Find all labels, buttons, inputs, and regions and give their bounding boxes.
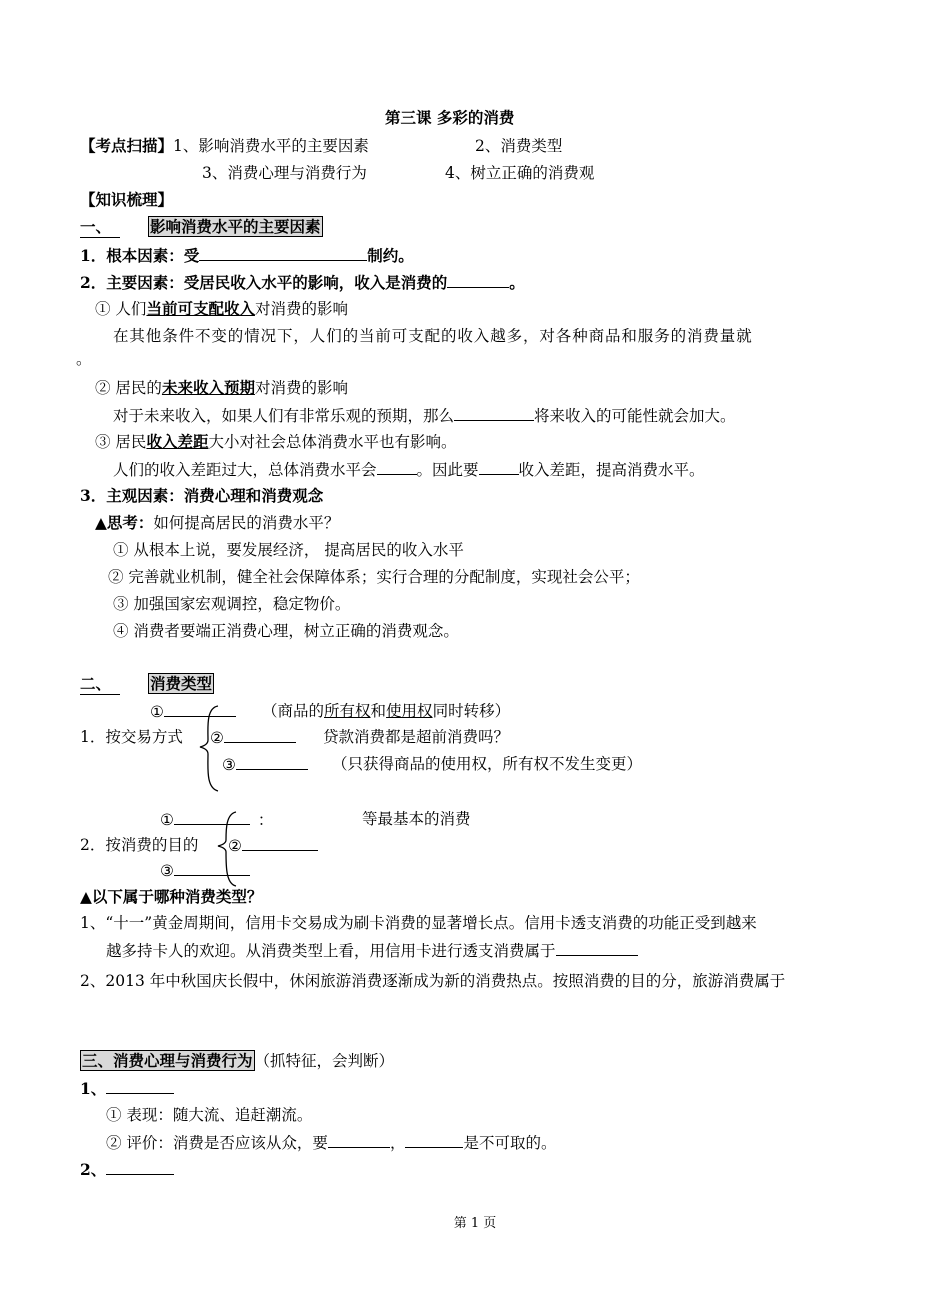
trade-type-2-note: 贷款消费都是超前消费吗？: [323, 728, 510, 746]
future-income-text: [113, 405, 736, 426]
item-number: 1、: [80, 1079, 107, 1098]
fill-blank[interactable]: [447, 272, 509, 288]
section-1-number: 一、: [80, 217, 120, 238]
text: 。因此要: [416, 461, 479, 479]
section-2-heading: [80, 674, 214, 695]
fill-blank[interactable]: [454, 405, 534, 421]
trade-type-3: [222, 754, 308, 775]
text: 越多持卡人的欢迎。从消费类型上看，用信用卡进行透支消费属于: [106, 942, 556, 960]
answer-4: ④ 消费者要端正消费心理，树立正确的消费观念。: [113, 622, 459, 640]
psychology-item-1-b: [106, 1132, 556, 1153]
current-income-heading: [95, 299, 348, 319]
question-1-line-2: [106, 940, 638, 961]
section-3-title: 三、消费心理与消费行为: [82, 1051, 253, 1070]
fill-blank[interactable]: [106, 1159, 174, 1175]
marker: ①: [160, 811, 174, 829]
page-title: 第三课 多彩的消费: [385, 108, 515, 127]
marker: ③: [160, 862, 174, 880]
root-factor-line: [80, 245, 414, 266]
text: ① 人们: [95, 300, 147, 318]
future-income-heading: [95, 378, 348, 398]
by-purpose-label: 2．按消费的目的: [80, 836, 199, 854]
trade-type-3-note: （只获得商品的使用权，所有权不发生变更）: [332, 755, 643, 773]
purpose-brace: [214, 810, 244, 890]
root-factor-tail: 制约。: [367, 246, 414, 265]
answer-2: ② 完善就业机制，健全社会保障体系；实行合理的分配制度，实现社会公平；: [108, 568, 640, 586]
section-2-title: 消费类型: [150, 674, 213, 693]
knowledge-review-label: 【知识梳理】: [80, 190, 174, 209]
text: ，: [389, 1134, 406, 1152]
colon: ：: [257, 811, 274, 829]
consumption-type-question: ▲以下属于哪种消费类型？: [80, 887, 263, 906]
income-gap-heading: [95, 432, 456, 452]
think-label: ▲思考：: [95, 513, 154, 532]
exam-point-3: 3、消费心理与消费行为: [202, 164, 367, 182]
text: ② 居民的: [95, 379, 162, 397]
text: 对于未来收入，如果人们有非常乐观的预期，那么: [113, 407, 455, 425]
fill-blank[interactable]: [405, 1132, 463, 1148]
fill-blank[interactable]: [106, 1078, 174, 1094]
current-income-tail: 。: [76, 350, 92, 368]
text: 对消费的影响: [254, 300, 348, 318]
think-question: [95, 513, 339, 533]
text: ② 评价：消费是否应该从众，要: [106, 1134, 328, 1152]
fill-blank[interactable]: [242, 835, 318, 851]
page-footer: 第 1 页: [453, 1216, 497, 1231]
section-2-number: 二、: [80, 674, 120, 695]
text: 是不可取的。: [463, 1134, 557, 1152]
text: 和: [370, 702, 387, 720]
text: 同时转移）: [432, 702, 511, 720]
text: ③ 居民: [95, 433, 147, 451]
marker: ③: [222, 756, 236, 774]
keyword: 当前可支配收入: [146, 299, 255, 318]
purpose-type-1-note: 等最基本的消费: [362, 810, 471, 828]
exam-points-line-1: [80, 136, 369, 156]
keyword: 所有权: [324, 702, 371, 720]
section-1-heading: [80, 217, 323, 238]
section-3-heading: [80, 1051, 394, 1071]
psychology-item-1-a: ① 表现：随大流、追赶潮流。: [106, 1106, 313, 1124]
main-factor-text: 2．主要因素：受居民收入水平的影响，收入是消费的: [80, 273, 448, 292]
fill-blank[interactable]: [236, 754, 308, 770]
exam-point-2: 2、消费类型: [475, 137, 563, 155]
fill-blank[interactable]: [556, 940, 638, 956]
keyword: 使用权: [386, 702, 433, 720]
marker: ①: [150, 703, 164, 721]
psychology-item-2: [80, 1159, 174, 1180]
main-factor-tail: 。: [509, 273, 525, 292]
fill-blank[interactable]: [377, 459, 417, 475]
think-text: 如何提高居民的消费水平？: [153, 514, 340, 532]
fill-blank[interactable]: [328, 1132, 390, 1148]
current-income-text: 在其他条件不变的情况下，人们的当前可支配的收入越多，对各种商品和服务的消费量就: [113, 327, 753, 345]
fill-blank[interactable]: [224, 727, 296, 743]
keyword: 收入差距: [146, 432, 209, 451]
item-number: 2、: [80, 1160, 107, 1179]
trade-brace: [198, 704, 228, 794]
section-3-hint: （抓特征，会判断）: [254, 1052, 395, 1070]
question-1-line-1: 1、“十一”黄金周期间，信用卡交易成为刷卡消费的显著增长点。信用卡透支消费的功能正受到越来: [80, 914, 757, 932]
text: 大小对社会总体消费水平也有影响。: [208, 433, 457, 451]
text: 将来收入的可能性就会加大。: [534, 407, 736, 425]
text: （商品的: [262, 702, 325, 720]
fill-blank[interactable]: [199, 245, 367, 261]
root-factor-text: 1．根本因素：受: [80, 246, 200, 265]
exam-point-1: 1、影响消费水平的主要因素: [173, 137, 369, 155]
answer-3: ③ 加强国家宏观调控，稳定物价。: [113, 595, 351, 613]
main-factor-line: [80, 272, 525, 293]
text: 收入差距，提高消费水平。: [518, 461, 705, 479]
fill-blank[interactable]: [479, 459, 519, 475]
answer-1: ① 从根本上说，要发展经济， 提高居民的收入水平: [113, 541, 464, 559]
subjective-factor-line: 3．主观因素：消费心理和消费观念: [80, 486, 324, 505]
section-1-title: 影响消费水平的主要因素: [150, 217, 321, 236]
trade-type-1-note: [262, 701, 510, 721]
text: 对消费的影响: [254, 379, 348, 397]
psychology-item-1: [80, 1078, 174, 1099]
marker: ②: [228, 837, 242, 855]
by-trade-label: 1．按交易方式: [80, 728, 183, 746]
marker: ②: [210, 729, 224, 747]
text: 人们的收入差距过大，总体消费水平会: [113, 461, 377, 479]
exam-point-4: 4、树立正确的消费观: [445, 164, 595, 182]
income-gap-text: [113, 459, 705, 480]
keyword: 未来收入预期: [161, 378, 255, 397]
exam-points-label: 【考点扫描】: [80, 136, 174, 155]
question-2: 2、2013 年中秋国庆长假中，休闲旅游消费逐渐成为新的消费热点。按照消费的目的分，旅游消费属于: [80, 972, 786, 990]
